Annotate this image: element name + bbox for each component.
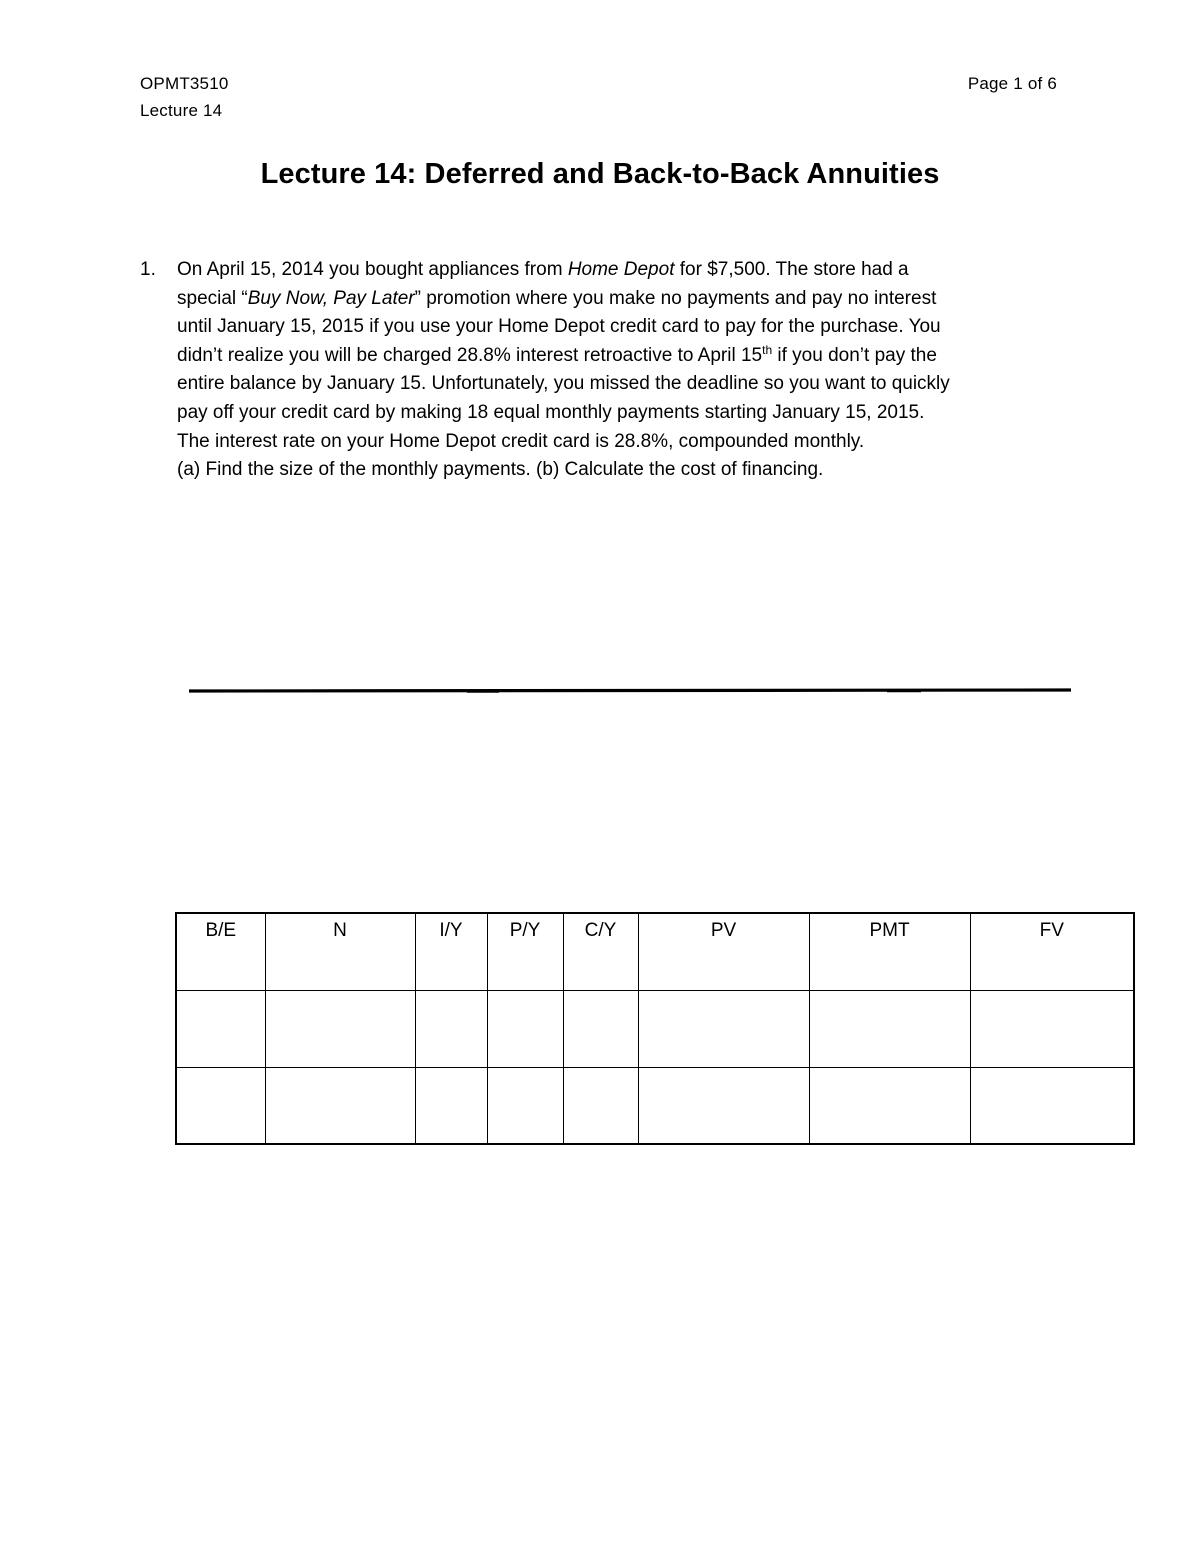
- header-n: N: [265, 913, 415, 990]
- header-cy: C/Y: [563, 913, 638, 990]
- course-code: OPMT3510: [140, 74, 229, 93]
- table-cell: [809, 990, 970, 1067]
- question-line: special “Buy Now, Pay Later” promotion where you make no payments and pay no interest: [177, 287, 937, 309]
- header-be: B/E: [176, 913, 265, 990]
- page-title: Lecture 14: Deferred and Back-to-Back Annuities: [260, 158, 940, 190]
- promotion-name: Buy Now, Pay Later: [247, 287, 415, 309]
- table-cell: [638, 1067, 809, 1144]
- question-line: The interest rate on your Home Depot credit card is 28.8%, compounded monthly.: [177, 430, 865, 452]
- header-fv: FV: [970, 913, 1134, 990]
- ordinal-suffix: th: [762, 342, 773, 357]
- header-py: P/Y: [487, 913, 563, 990]
- question-1: [140, 256, 1080, 485]
- header-pv: PV: [638, 913, 809, 990]
- question-line: until January 15, 2015 if you use your Home Depot credit card to pay for the purchase. You: [177, 316, 941, 338]
- question-text: [177, 256, 1080, 485]
- timeline-line: [189, 686, 1071, 696]
- table-cell: [176, 1067, 265, 1144]
- question-number: 1.: [140, 259, 156, 280]
- table-cell: [563, 1067, 638, 1144]
- tvm-table: [175, 912, 1135, 1145]
- page-number: Page 1 of 6: [967, 74, 1057, 93]
- question-line: On April 15, 2014 you bought appliances from Home Depot for $7,500. The store had a: [177, 259, 909, 280]
- table-cell: [563, 990, 638, 1067]
- table-cell: [970, 1067, 1134, 1144]
- question-line: pay off your credit card by making 18 equal monthly payments starting January 15, 2015.: [177, 401, 925, 423]
- table-header-row: [176, 913, 1134, 990]
- store-name: Home Depot: [567, 259, 675, 280]
- table-cell: [487, 990, 563, 1067]
- question-line: (a) Find the size of the monthly payments. (b) Calculate the cost of financing.: [177, 459, 824, 481]
- header-iy: I/Y: [415, 913, 487, 990]
- table-cell: [265, 1067, 415, 1144]
- table-cell: [487, 1067, 563, 1144]
- question-line: didn’t realize you will be charged 28.8% interest retroactive to April 15th if you don’t pay the: [177, 342, 937, 366]
- table-cell: [970, 990, 1134, 1067]
- table-cell: [638, 990, 809, 1067]
- table-row: [176, 1067, 1134, 1144]
- header-pmt: PMT: [809, 913, 970, 990]
- table-cell: [176, 990, 265, 1067]
- table-row: [176, 990, 1134, 1067]
- lecture-label: Lecture 14: [140, 101, 223, 120]
- table-cell: [265, 990, 415, 1067]
- table-cell: [415, 990, 487, 1067]
- question-line: entire balance by January 15. Unfortunately, you missed the deadline so you want to quickly: [177, 373, 950, 395]
- table-cell: [809, 1067, 970, 1144]
- table-cell: [415, 1067, 487, 1144]
